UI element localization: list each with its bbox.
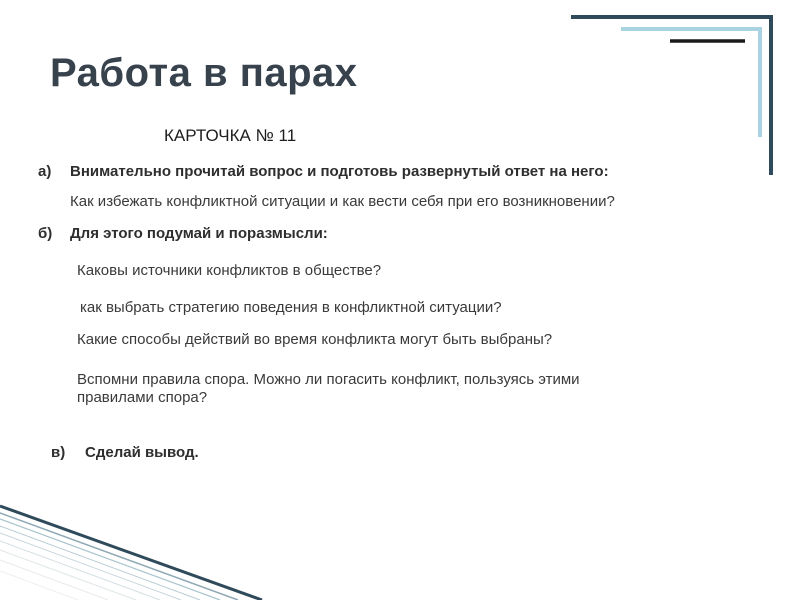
task-v — [51, 444, 199, 461]
prompt-item: Каковы источники конфликтов в обществе? — [77, 262, 382, 279]
diagonal-decoration-lines — [0, 506, 262, 600]
question-text: Как избежать конфликтной ситуации и как вести себя при его возникновении? — [70, 193, 615, 210]
prompt-item: Вспомни правила спора. Можно ли погасить конфликт, пользуясь этими — [77, 371, 580, 388]
task-v-text: Сделай вывод. — [85, 444, 199, 461]
card-heading: КАРТОЧКА № 11 — [164, 126, 297, 145]
task-b-marker: б) — [38, 225, 53, 242]
task-a — [38, 163, 609, 180]
prompt-item: правилами спора? — [77, 389, 208, 406]
slide-title: Работа в парах — [50, 51, 358, 95]
prompt-item: Какие способы действий во время конфликта могут быть выбраны? — [77, 331, 553, 348]
task-a-text: Внимательно прочитай вопрос и подготовь развернутый ответ на него: — [70, 163, 609, 180]
prompt-item: как выбрать стратегию поведения в конфликтной ситуации? — [80, 299, 502, 316]
task-a-marker: а) — [38, 163, 52, 180]
corner-frame — [571, 17, 771, 175]
task-b-text: Для этого подумай и поразмысли: — [70, 225, 328, 242]
task-v-marker: в) — [51, 444, 66, 461]
task-b — [38, 225, 328, 242]
